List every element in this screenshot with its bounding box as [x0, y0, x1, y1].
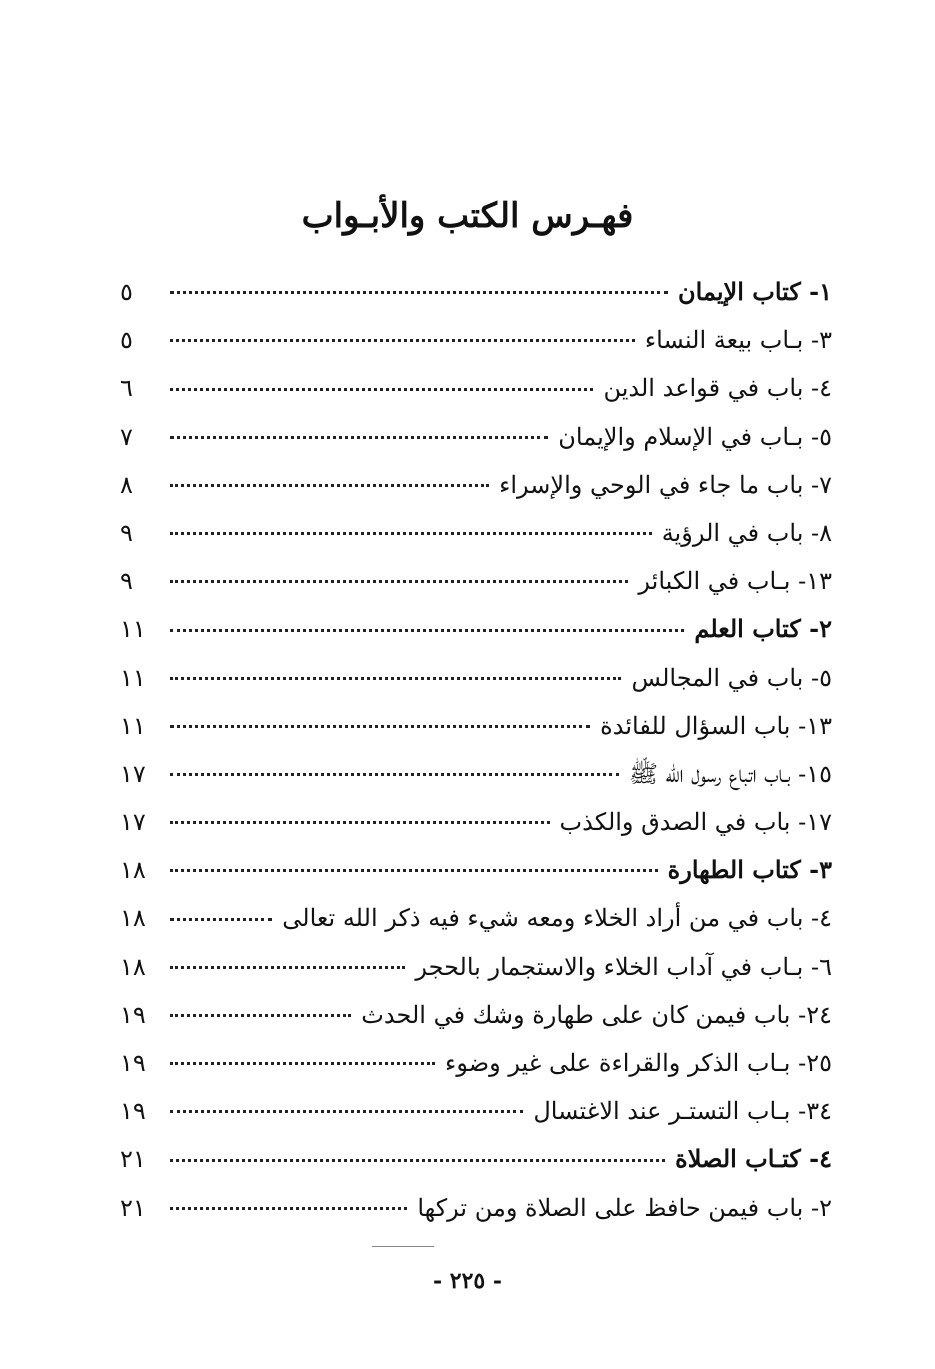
entry-title: ١- كتاب الإيمان — [678, 277, 832, 306]
entry-page-number: ١١ — [120, 615, 146, 644]
entry-title: ٥- باب في المجالس — [631, 663, 832, 692]
entry-page-number: ٥ — [120, 278, 133, 306]
entry-page-number: ١٨ — [120, 856, 146, 885]
toc-book-entry — [120, 268, 832, 316]
entry-title: ١٥- بـاب اتباع رسول الله ﷺ — [628, 759, 832, 788]
entry-page-number: ١٨ — [120, 952, 146, 981]
entry-title: ٤- كتـاب الصلاة — [675, 1144, 832, 1174]
entry-title: ٧- باب ما جاء في الوحي والإسراء — [499, 470, 832, 499]
entry-page-number: ٥ — [120, 326, 133, 355]
entry-title: ٣- بـاب بيعة النساء — [644, 326, 832, 355]
toc-book-entry — [120, 605, 832, 653]
entry-title: ٣- كتاب الطهارة — [667, 855, 832, 885]
toc-chapter-entry — [120, 750, 832, 798]
entry-title: ٢- كتاب العلم — [694, 614, 832, 644]
toc-chapter-entry — [120, 1087, 832, 1135]
entry-page-number: ١١ — [120, 663, 146, 692]
dot-leader — [170, 339, 635, 342]
toc-chapter-entry — [120, 364, 832, 412]
entry-page-number: ٢١ — [120, 1193, 146, 1222]
entry-title: ٤- باب في قواعد الدين — [603, 374, 832, 403]
dot-leader — [170, 1110, 523, 1113]
entry-title: ٢٤- باب فيمن كان على طهارة وشك في الحدث — [361, 1000, 832, 1029]
dot-leader — [170, 436, 548, 439]
entry-title: ٢- باب فيمن حافظ على الصلاة ومن تركها — [417, 1193, 832, 1222]
toc-chapter-entry — [120, 702, 832, 750]
toc-chapter-entry — [120, 654, 832, 702]
dot-leader — [170, 1159, 665, 1162]
toc-chapter-entry — [120, 894, 832, 942]
entry-title: ٣٤- بـاب التستـر عند الاغتسال — [533, 1097, 832, 1126]
footer-divider — [372, 1246, 434, 1247]
entry-title: ١٧- باب في الصدق والكذب — [559, 808, 832, 837]
entry-page-number: ١٩ — [120, 1097, 146, 1126]
entry-page-number: ١٧ — [120, 759, 146, 788]
toc-chapter-entry — [120, 1184, 832, 1232]
dot-leader — [170, 725, 590, 728]
dot-leader — [170, 869, 658, 872]
entry-title: ٦- بـاب في آداب الخلاء والاستجمار بالحجر — [415, 952, 832, 981]
dot-leader — [170, 388, 593, 391]
dot-leader — [170, 918, 272, 921]
entry-page-number: ١٧ — [120, 808, 146, 837]
entry-title: ٥- بـاب في الإسلام والإيمان — [558, 422, 832, 451]
dot-leader — [170, 966, 405, 969]
dot-leader — [170, 1207, 407, 1210]
toc-chapter-entry — [120, 461, 832, 509]
entry-page-number: ١٩ — [120, 1000, 146, 1029]
entry-title: ٤- باب في من أراد الخلاء ومعه شيء فيه ذكر الله تعالى — [282, 904, 832, 933]
dot-leader — [170, 532, 652, 535]
entry-page-number: ٩ — [120, 518, 133, 547]
entry-page-number: ١٩ — [120, 1049, 146, 1077]
toc-chapter-entry — [120, 943, 832, 991]
toc-book-entry — [120, 846, 832, 894]
entry-page-number: ١١ — [120, 711, 146, 740]
toc-chapter-entry — [120, 1039, 832, 1087]
toc-chapter-entry — [120, 316, 832, 364]
dot-leader — [170, 629, 684, 632]
page-number: - ٢٢٥ - — [432, 1268, 503, 1294]
toc-chapter-entry — [120, 991, 832, 1039]
page-title: فهـرس الكتب والأبـواب — [301, 196, 634, 236]
entry-page-number: ١٨ — [120, 904, 146, 933]
dot-leader — [170, 580, 628, 583]
dot-leader — [170, 484, 489, 487]
toc-book-entry — [120, 1135, 832, 1183]
dot-leader — [170, 821, 550, 824]
entry-page-number: ٩ — [120, 567, 133, 596]
toc-chapter-entry — [120, 413, 832, 461]
entry-title: ٢٥- بـاب الذكر والقراءة على غير وضوء — [445, 1049, 832, 1077]
entry-page-number: ٦ — [120, 374, 133, 403]
dot-leader — [170, 677, 621, 680]
entry-page-number: ٢١ — [120, 1145, 146, 1174]
entry-title: ٨- باب في الرؤية — [661, 518, 832, 547]
entry-title: ١٣- بـاب في الكبائر — [638, 567, 832, 596]
entry-title: ١٣- باب السؤال للفائدة — [600, 711, 832, 740]
dot-leader — [170, 1014, 351, 1017]
entry-page-number: ٨ — [120, 470, 133, 499]
dot-leader — [170, 291, 668, 294]
dot-leader — [170, 1062, 435, 1065]
table-of-contents — [120, 268, 832, 1232]
toc-chapter-entry — [120, 509, 832, 557]
toc-chapter-entry — [120, 798, 832, 846]
entry-page-number: ٧ — [120, 422, 133, 451]
toc-chapter-entry — [120, 557, 832, 605]
dot-leader — [170, 773, 619, 776]
